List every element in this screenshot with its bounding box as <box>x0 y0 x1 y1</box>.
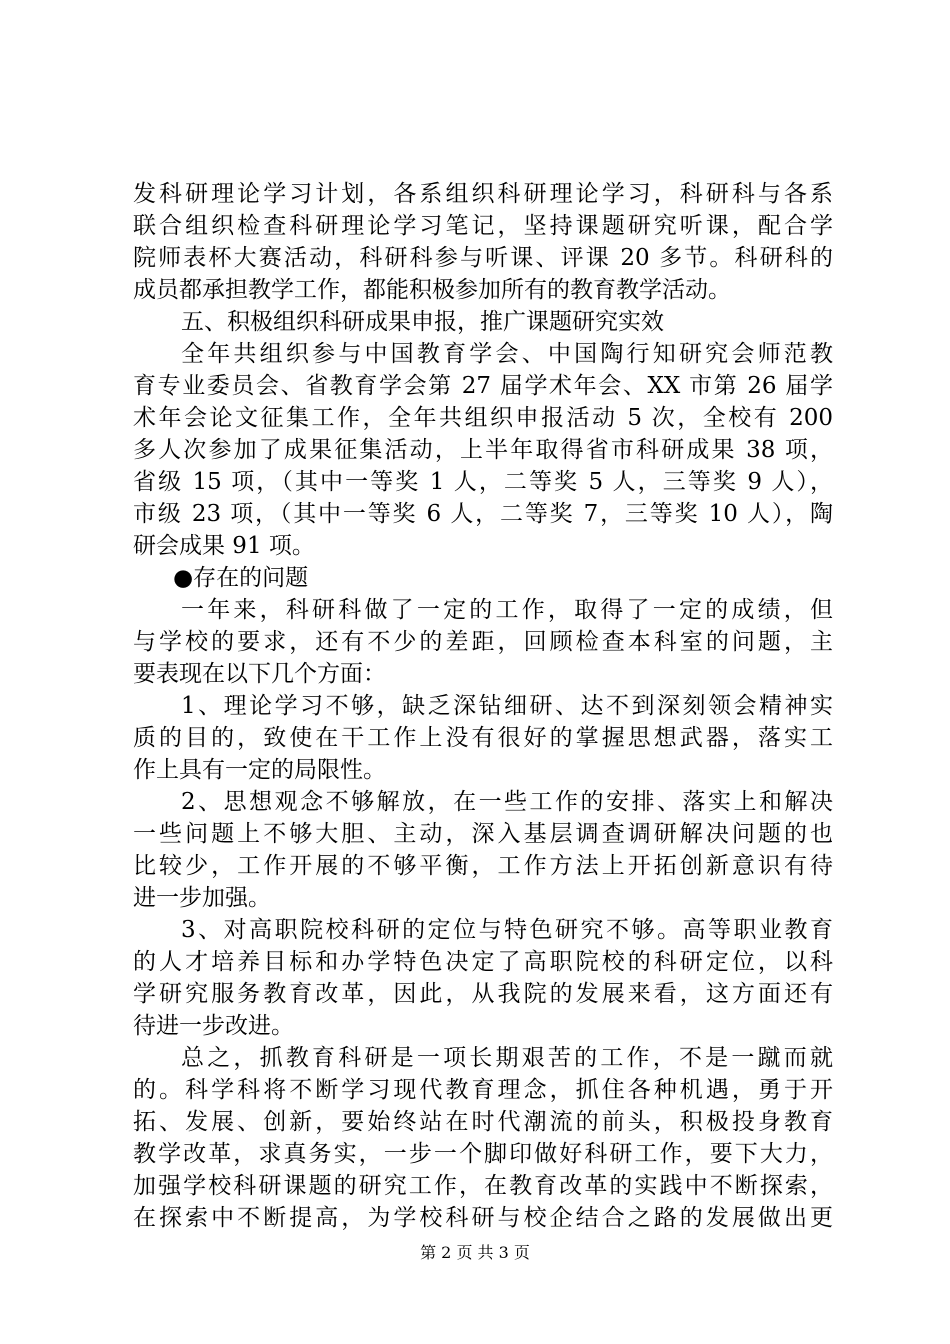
body-text-line: 术年会论文征集工作，全年共组织申报活动 5 次，全校有 200 <box>133 405 833 431</box>
body-text-line: 质的目的，致使在干工作上没有很好的掌握思想武器，落实工 <box>133 725 833 751</box>
body-text-line: 院师表杯大赛活动，科研科参与听课、评课 20 多节。科研科的 <box>133 245 833 271</box>
body-text-line: 2、思想观念不够解放，在一些工作的安排、落实上和解决 <box>181 789 833 815</box>
body-text-line: 在探索中不断提高，为学校科研与校企结合之路的发展做出更 <box>133 1205 833 1231</box>
body-text-line: 进一步加强。 <box>133 885 271 911</box>
body-text-line: 教学改革，求真务实，一步一个脚印做好科研工作，要下大力， <box>133 1141 833 1167</box>
body-text-line: 作上具有一定的局限性。 <box>133 757 386 783</box>
body-text-line: 多人次参加了成果征集活动，上半年取得省市科研成果 38 项， <box>133 437 833 463</box>
body-text-line: 总之，抓教育科研是一项长期艰苦的工作，不是一蹴而就 <box>181 1045 833 1071</box>
body-text-line: 研会成果 91 项。 <box>133 533 315 559</box>
body-text-line: 全年共组织参与中国教育学会、中国陶行知研究会师范教 <box>181 341 833 367</box>
body-text-line: 一些问题上不够大胆、主动，深入基层调查调研解决问题的也 <box>133 821 833 847</box>
section-heading: 五、积极组织科研成果申报，推广课题研究实效 <box>181 309 664 335</box>
body-text-line: 的。科学科将不断学习现代教育理念，抓住各种机遇，勇于开 <box>133 1077 833 1103</box>
page-footer: 第 2 页 共 3 页 <box>420 1243 530 1262</box>
body-text-line: 1、理论学习不够，缺乏深钻细研、达不到深刻领会精神实 <box>181 693 833 719</box>
body-text-line: 发科研理论学习计划，各系组织科研理论学习，科研科与各系 <box>133 181 833 207</box>
body-text-line: 育专业委员会、省教育学会第 27 届学术年会、XX 市第 26 届学 <box>133 373 833 399</box>
body-text-line: 市级 23 项，（其中一等奖 6 人，二等奖 7，三等奖 10 人），陶 <box>133 501 833 527</box>
body-text-line: 一年来，科研科做了一定的工作，取得了一定的成绩，但 <box>181 597 833 623</box>
body-text-line: 拓、发展、创新，要始终站在时代潮流的前头，积极投身教育 <box>133 1109 833 1135</box>
body-text-line: 待进一步改进。 <box>133 1013 294 1039</box>
section-heading: ●存在的问题 <box>173 565 309 591</box>
body-text-line: 3、对高职院校科研的定位与特色研究不够。高等职业教育 <box>181 917 833 943</box>
body-text-line: 成员都承担教学工作，都能积极参加所有的教育教学活动。 <box>133 277 731 303</box>
body-text-line: 加强学校科研课题的研究工作，在教育改革的实践中不断探索， <box>133 1173 833 1199</box>
body-text-line: 的人才培养目标和办学特色决定了高职院校的科研定位，以科 <box>133 949 833 975</box>
body-text-line: 省级 15 项，（其中一等奖 1 人，二等奖 5 人，三等奖 9 人）， <box>133 469 833 495</box>
body-text-line: 比较少，工作开展的不够平衡，工作方法上开拓创新意识有待 <box>133 853 833 879</box>
body-text-line: 学研究服务教育改革，因此，从我院的发展来看，这方面还有 <box>133 981 833 1007</box>
body-text-line: 要表现在以下几个方面： <box>133 661 386 687</box>
body-text-line: 联合组织检查科研理论学习笔记，坚持课题研究听课，配合学 <box>133 213 833 239</box>
body-text-line: 与学校的要求，还有不少的差距，回顾检查本科室的问题，主 <box>133 629 833 655</box>
